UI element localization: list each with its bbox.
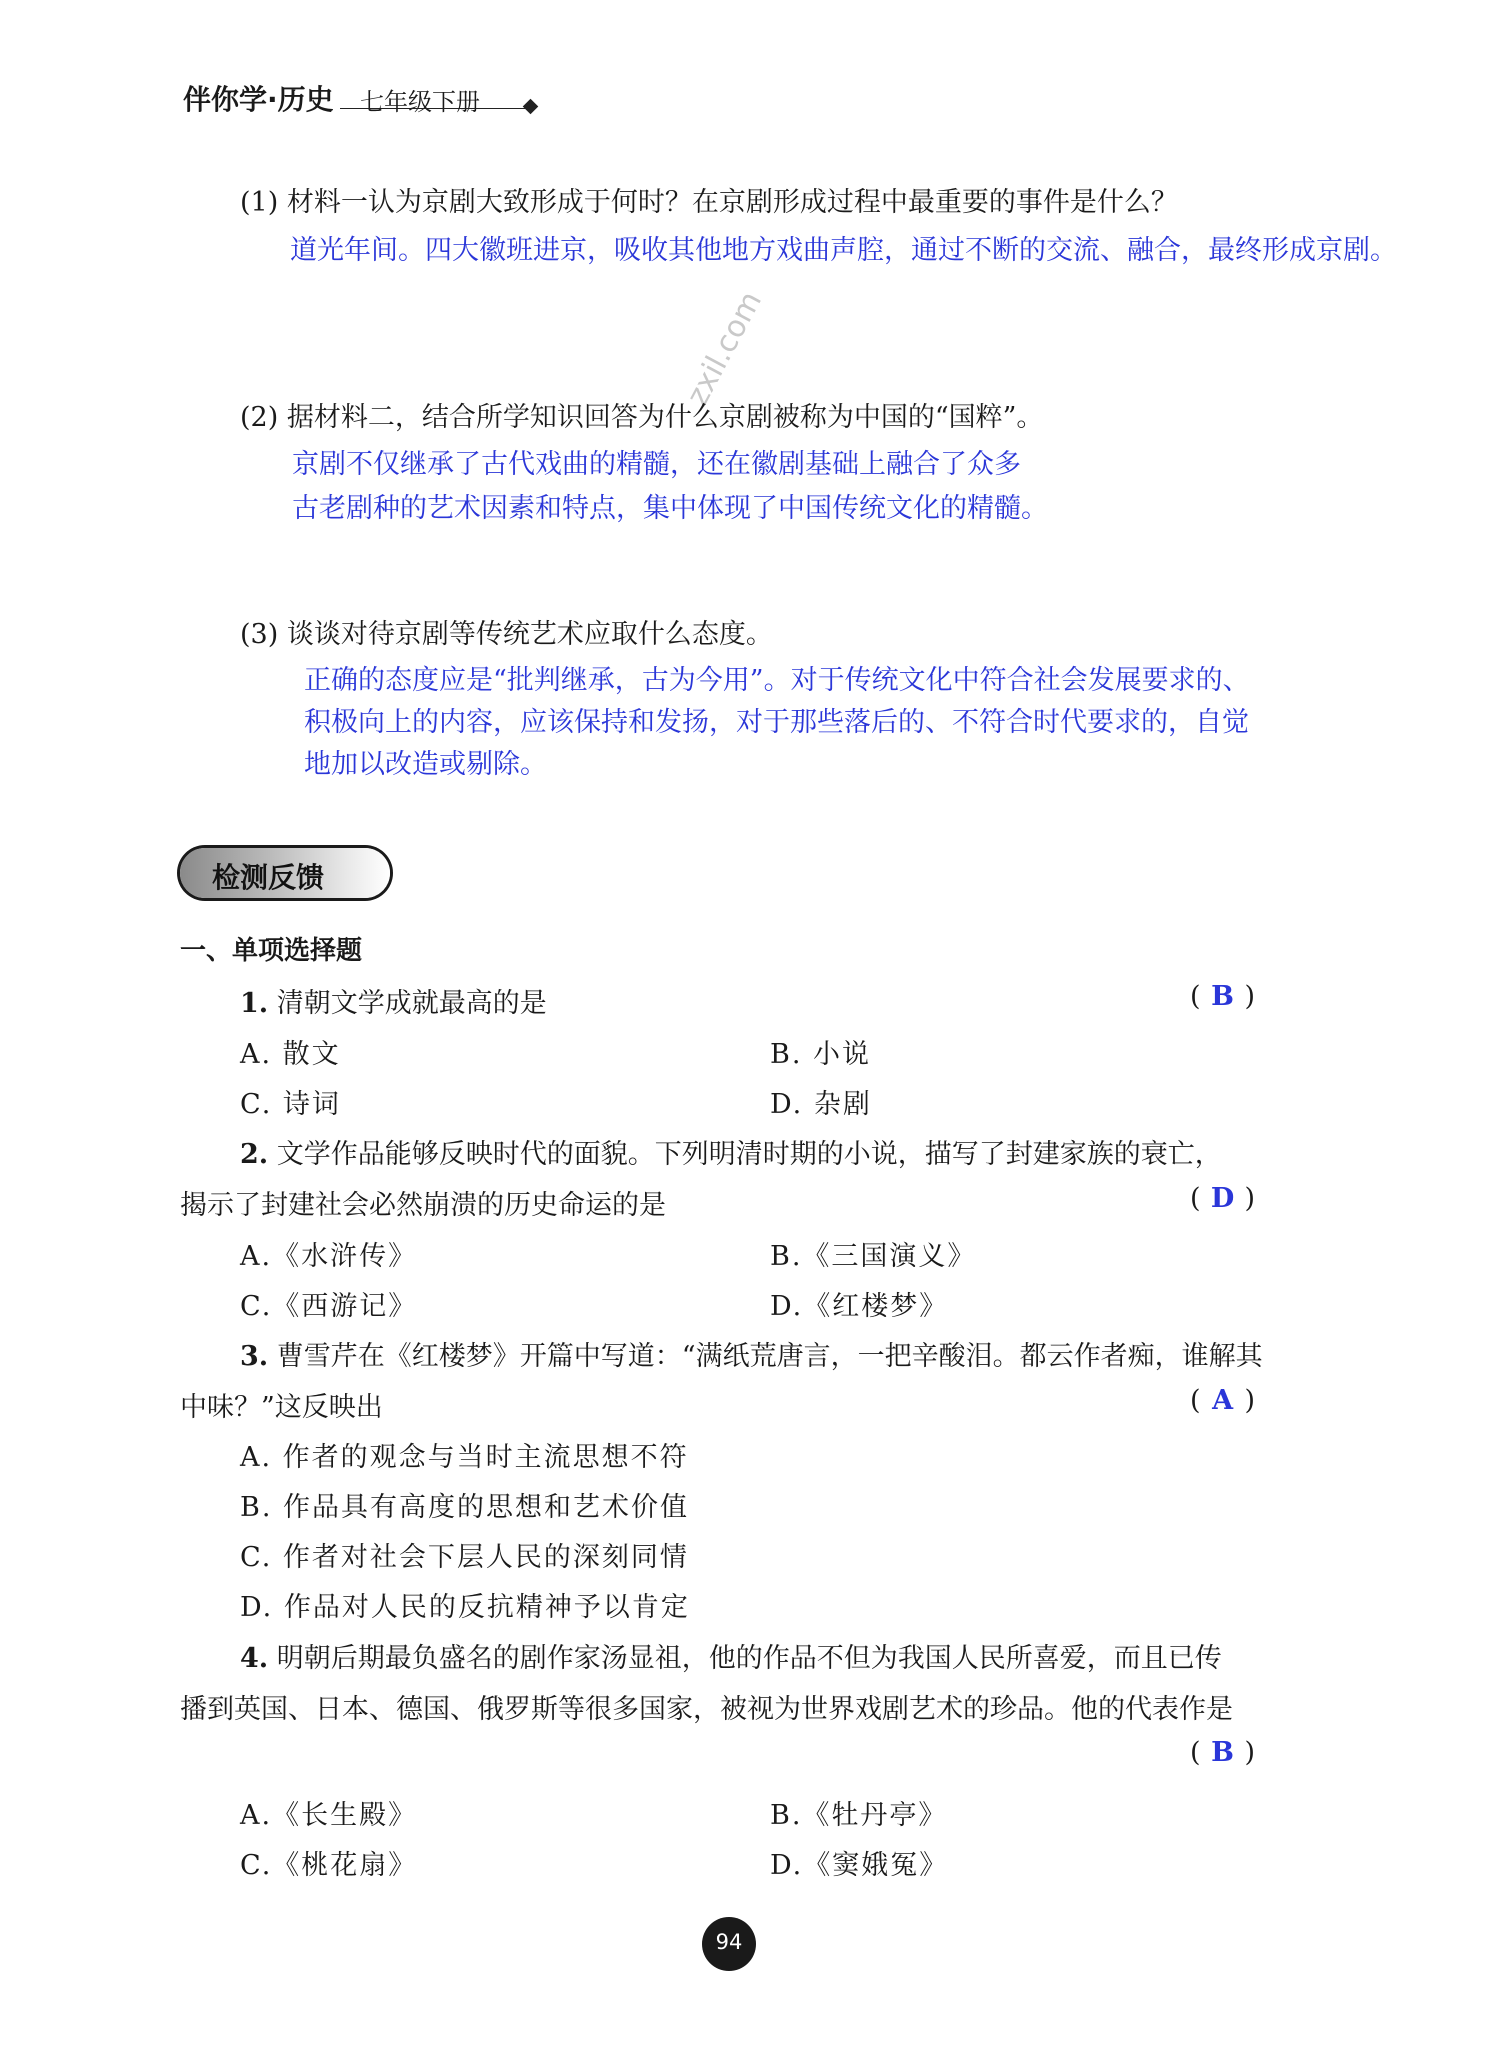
mcq-3-answer: ( A ) (1190, 1385, 1256, 1416)
mcq-3-option-a: A. 作者的观念与当时主流思想不符 (240, 1442, 689, 1473)
question-1-answer: 道光年间。四大徽班进京，吸收其他地方戏曲声腔，通过不断的交流、融合，最终形成京剧。 (290, 235, 1397, 266)
section-banner-label: 检测反馈 (212, 861, 325, 894)
mcq-2-option-a: A.《水浒传》 (240, 1241, 418, 1272)
mcq-4-option-c: C.《桃花扇》 (240, 1850, 418, 1881)
mcq-1-option-d: D. 杂剧 (770, 1089, 872, 1120)
mcq-4-option-a: A.《长生殿》 (240, 1800, 418, 1831)
mcq-2-option-b: B.《三国演义》 (770, 1241, 977, 1272)
mcq-1-stem: 1. 清朝文学成就最高的是 (240, 988, 547, 1019)
mcq-2-stem-cont: 揭示了封建社会必然崩溃的历史命运的是 (180, 1190, 666, 1221)
mcq-1-option-a: A. 散文 (240, 1039, 341, 1070)
mcq-4-stem-cont: 播到英国、日本、德国、俄罗斯等很多国家，被视为世界戏剧艺术的珍品。他的代表作是 (180, 1694, 1233, 1725)
mcq-4-stem: 4. 明朝后期最负盛名的剧作家汤显祖，他的作品不但为我国人民所喜爱，而且已传 (240, 1643, 1222, 1674)
question-2-answer-line: 京剧不仅继承了古代戏曲的精髓，还在徽剧基础上融合了众多 (292, 449, 1021, 480)
watermark: zxil.com (680, 285, 770, 412)
page-number: 94 (715, 1930, 743, 1954)
question-3-prompt: (3) 谈谈对待京剧等传统艺术应取什么态度。 (240, 619, 773, 650)
book-title: 伴你学·历史 (183, 83, 334, 116)
question-3-answer-line: 地加以改造或剔除。 (304, 749, 547, 780)
mcq-2-stem: 2. 文学作品能够反映时代的面貌。下列明清时期的小说，描写了封建家族的衰亡， (240, 1139, 1222, 1170)
section-title: 一、单项选择题 (180, 936, 363, 966)
mcq-4-answer: ( B ) (1190, 1737, 1256, 1768)
question-1-prompt: (1) 材料一认为京剧大致形成于何时？在京剧形成过程中最重要的事件是什么？ (240, 187, 1178, 218)
question-2-answer-line: 古老剧种的艺术因素和特点，集中体现了中国传统文化的精髓。 (292, 493, 1048, 524)
mcq-2-answer: ( D ) (1190, 1183, 1256, 1214)
mcq-1-option-c: C. 诗词 (240, 1089, 341, 1120)
mcq-1-option-b: B. 小说 (770, 1039, 872, 1070)
header-rule (340, 108, 530, 109)
mcq-3-stem: 3. 曹雪芹在《红楼梦》开篇中写道：“满纸荒唐言，一把辛酸泪。都云作者痴，谁解其 (240, 1341, 1263, 1372)
mcq-3-option-d: D. 作品对人民的反抗精神予以肯定 (240, 1592, 690, 1623)
mcq-4-option-d: D.《窦娥冤》 (770, 1850, 949, 1881)
mcq-2-option-c: C.《西游记》 (240, 1291, 418, 1322)
question-3-answer-line: 积极向上的内容，应该保持和发扬，对于那些落后的、不符合时代要求的，自觉 (304, 707, 1249, 738)
question-3-answer-line: 正确的态度应是“批判继承，古为今用”。对于传统文化中符合社会发展要求的、 (304, 665, 1250, 696)
header-diamond-icon (523, 99, 539, 115)
mcq-1-answer: ( B ) (1190, 981, 1256, 1012)
mcq-3-stem-cont: 中味？”这反映出 (180, 1392, 383, 1423)
mcq-3-option-c: C. 作者对社会下层人民的深刻同情 (240, 1542, 689, 1573)
book-grade: 七年级下册 (360, 88, 480, 116)
mcq-2-option-d: D.《红楼梦》 (770, 1291, 949, 1322)
mcq-3-option-b: B. 作品具有高度的思想和艺术价值 (240, 1492, 690, 1523)
mcq-4-option-b: B.《牡丹亭》 (770, 1800, 948, 1831)
question-2-prompt: (2) 据材料二，结合所学知识回答为什么京剧被称为中国的“国粹”。 (240, 402, 1044, 433)
